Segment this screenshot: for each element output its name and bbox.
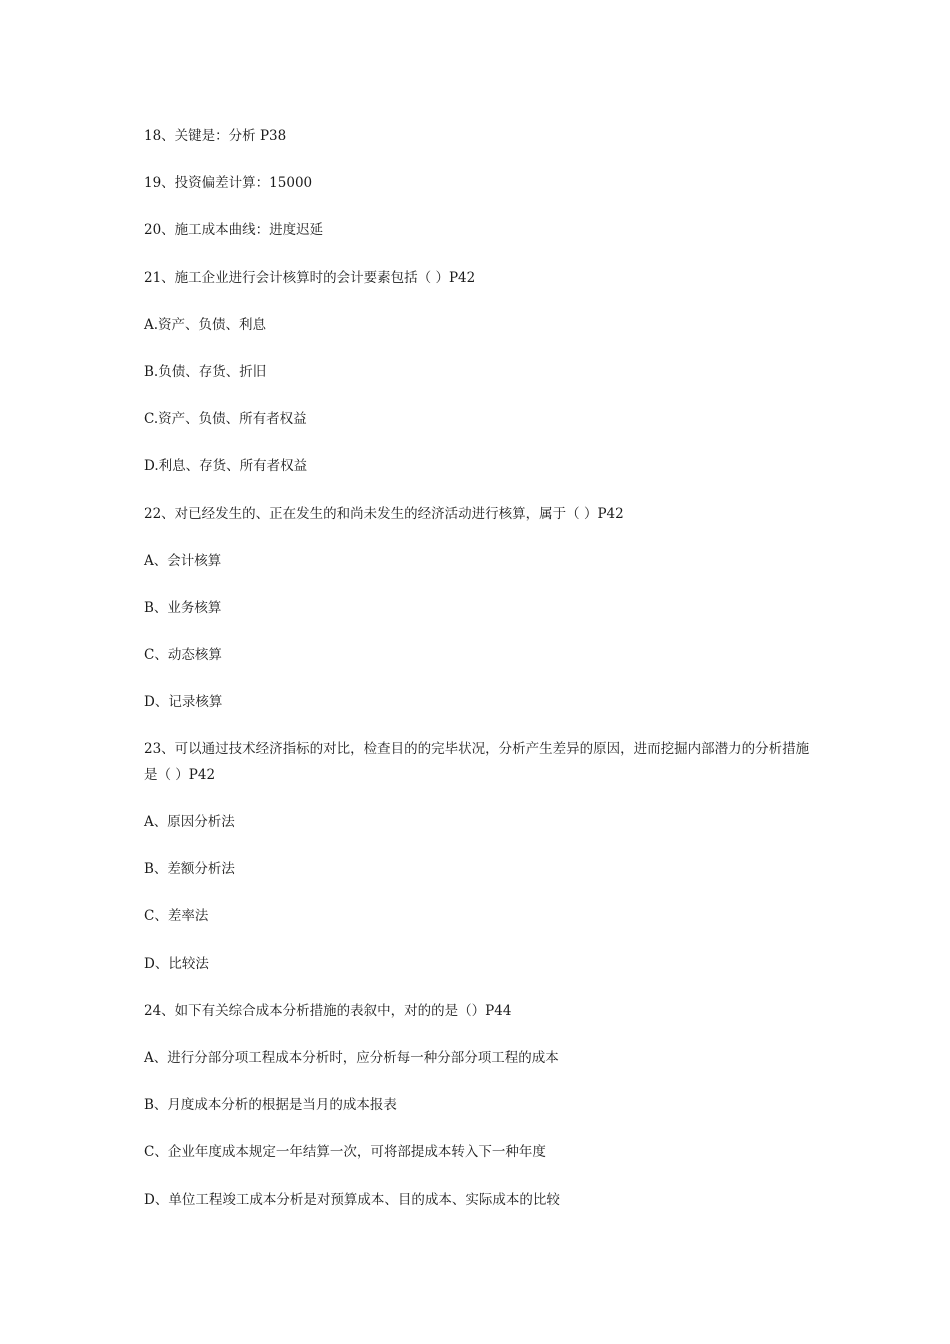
- q22-option-a: A、会计核算: [144, 553, 222, 569]
- question-23: 23、可以通过技术经济指标的对比，检查目的的完毕状况，分析产生差异的原因，进而挖掘内部潜力的分析措施是（ ）P42: [144, 741, 810, 783]
- question-22: 22、对已经发生的、正在发生的和尚未发生的经济活动进行核算，属于（ ）P42: [144, 506, 624, 522]
- q24-option-b: B、月度成本分析的根据是当月的成本报表: [144, 1097, 397, 1113]
- q22-option-c: C、动态核算: [144, 647, 222, 663]
- q21-option-c: C.资产、负债、所有者权益: [144, 411, 307, 427]
- q23-option-b: B、差额分析法: [144, 861, 235, 877]
- q23-option-c: C、差率法: [144, 908, 209, 924]
- q21-option-d: D.利息、存货、所有者权益: [144, 458, 308, 474]
- q23-option-d: D、比较法: [144, 956, 209, 972]
- q23-option-a: A、原因分析法: [144, 814, 235, 830]
- item-18: 18、关键是：分析 P38: [144, 128, 287, 144]
- q24-option-a: A、进行分部分项工程成本分析时，应分析每一种分部分项工程的成本: [144, 1050, 559, 1066]
- q22-option-d: D、记录核算: [144, 694, 223, 710]
- q24-option-d: D、单位工程竣工成本分析是对预算成本、目的成本、实际成本的比较: [144, 1192, 560, 1208]
- q21-option-a: A.资产、负债、利息: [144, 317, 267, 333]
- q22-option-b: B、业务核算: [144, 600, 222, 616]
- question-21: 21、施工企业进行会计核算时的会计要素包括（ ）P42: [144, 270, 476, 286]
- item-20: 20、施工成本曲线：进度迟延: [144, 222, 324, 238]
- item-19: 19、投资偏差计算：15000: [144, 175, 313, 191]
- question-24: 24、如下有关综合成本分析措施的表叙中，对的的是（）P44: [144, 1003, 512, 1019]
- q21-option-b: B.负债、存货、折旧: [144, 364, 267, 380]
- q24-option-c: C、企业年度成本规定一年结算一次，可将部提成本转入下一种年度: [144, 1144, 546, 1160]
